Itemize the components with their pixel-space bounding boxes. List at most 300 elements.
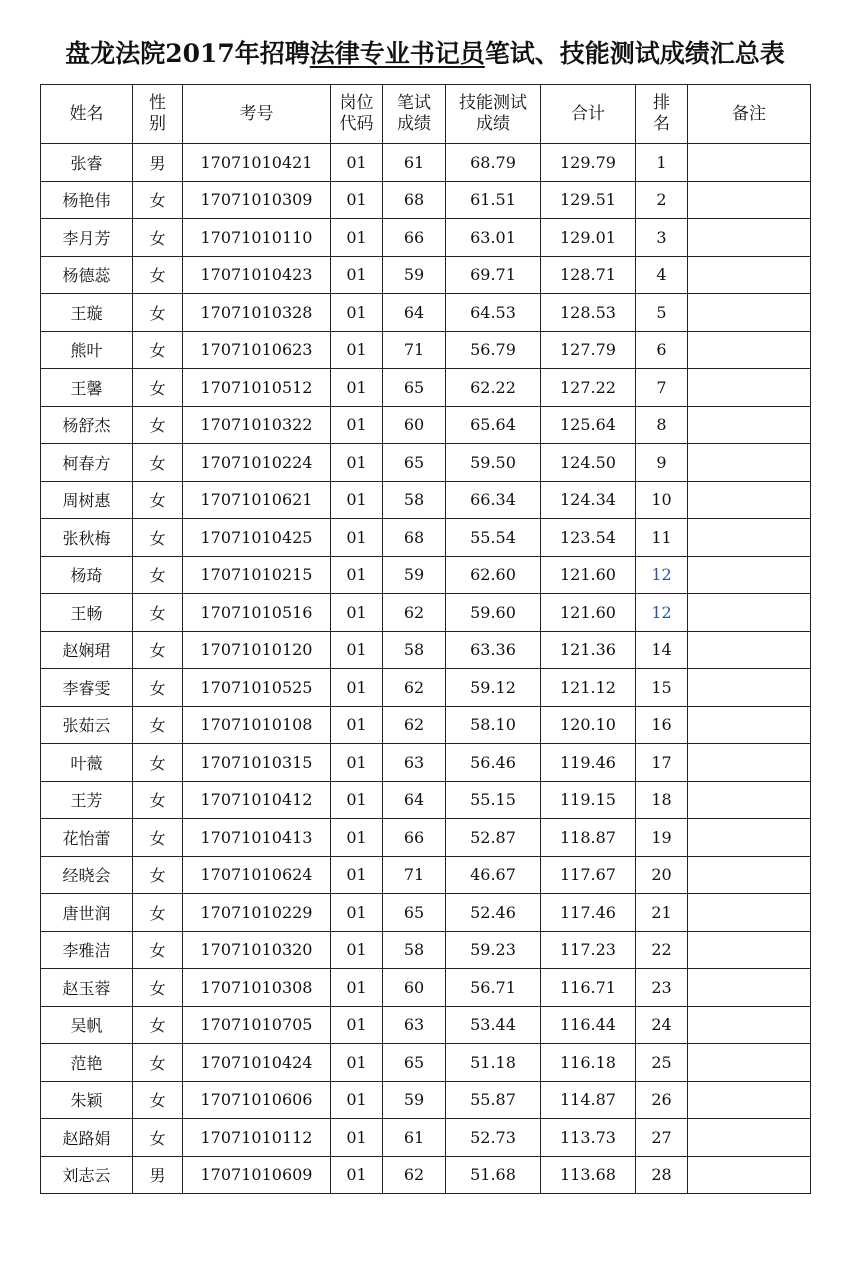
cell-post-code: 01 [331, 1044, 383, 1082]
cell-skill-score: 59.12 [446, 669, 541, 707]
cell-total: 114.87 [541, 1081, 636, 1119]
cell-gender: 女 [133, 1006, 183, 1044]
cell-rank: 27 [636, 1119, 688, 1157]
cell-gender: 女 [133, 744, 183, 782]
header-row [41, 85, 811, 144]
header-skill-line2: 成绩 [476, 114, 510, 134]
cell-remarks [688, 631, 811, 669]
table-row [41, 406, 811, 444]
cell-gender: 女 [133, 556, 183, 594]
table-row [41, 819, 811, 857]
cell-remarks [688, 369, 811, 407]
cell-exam-no: 17071010624 [183, 856, 331, 894]
cell-total: 118.87 [541, 819, 636, 857]
cell-remarks [688, 1006, 811, 1044]
cell-exam-no: 17071010229 [183, 894, 331, 932]
header-post-code-line2: 代码 [339, 114, 374, 134]
cell-written-score: 59 [383, 1081, 446, 1119]
cell-post-code: 01 [331, 144, 383, 182]
header-post-code-line1: 岗位 [339, 93, 374, 113]
header-written-line2: 成绩 [397, 114, 431, 134]
cell-gender: 女 [133, 1081, 183, 1119]
cell-written-score: 61 [383, 1119, 446, 1157]
cell-skill-score: 52.73 [446, 1119, 541, 1157]
cell-skill-score: 51.18 [446, 1044, 541, 1082]
cell-post-code: 01 [331, 519, 383, 557]
cell-remarks [688, 294, 811, 332]
cell-skill-score: 64.53 [446, 294, 541, 332]
cell-rank: 5 [636, 294, 688, 332]
cell-total: 117.46 [541, 894, 636, 932]
cell-total: 125.64 [541, 406, 636, 444]
cell-total: 119.46 [541, 744, 636, 782]
header-written-line1: 笔试 [397, 93, 431, 113]
cell-gender: 女 [133, 781, 183, 819]
cell-exam-no: 17071010112 [183, 1119, 331, 1157]
cell-rank: 6 [636, 331, 688, 369]
table-row [41, 669, 811, 707]
header-remarks [688, 85, 811, 144]
cell-post-code: 01 [331, 1081, 383, 1119]
header-gender-line1: 性 [149, 93, 166, 113]
cell-total: 124.34 [541, 481, 636, 519]
cell-written-score: 62 [383, 594, 446, 632]
cell-skill-score: 63.01 [446, 219, 541, 257]
cell-rank: 19 [636, 819, 688, 857]
cell-name: 杨艳伟 [41, 181, 133, 219]
cell-rank: 3 [636, 219, 688, 257]
title-position: 法律专业书记员 [309, 39, 485, 68]
cell-remarks [688, 856, 811, 894]
cell-skill-score: 55.15 [446, 781, 541, 819]
cell-exam-no: 17071010623 [183, 331, 331, 369]
cell-remarks [688, 1081, 811, 1119]
cell-gender: 女 [133, 406, 183, 444]
cell-exam-no: 17071010224 [183, 444, 331, 482]
cell-rank: 16 [636, 706, 688, 744]
cell-post-code: 01 [331, 556, 383, 594]
cell-exam-no: 17071010606 [183, 1081, 331, 1119]
cell-exam-no: 17071010424 [183, 1044, 331, 1082]
cell-gender: 女 [133, 331, 183, 369]
cell-rank: 2 [636, 181, 688, 219]
cell-total: 129.01 [541, 219, 636, 257]
table-row [41, 969, 811, 1007]
table-row [41, 1044, 811, 1082]
title-suffix: 笔试、技能测试成绩汇总表 [484, 39, 785, 68]
cell-written-score: 71 [383, 331, 446, 369]
cell-total: 123.54 [541, 519, 636, 557]
cell-rank: 12 [636, 556, 688, 594]
table-row [41, 594, 811, 632]
table-row [41, 256, 811, 294]
cell-name: 李雅洁 [41, 931, 133, 969]
cell-name: 王畅 [41, 594, 133, 632]
header-name [41, 85, 133, 144]
page-title [0, 36, 850, 72]
cell-rank: 12 [636, 594, 688, 632]
table-row [41, 144, 811, 182]
table-row [41, 781, 811, 819]
cell-written-score: 66 [383, 219, 446, 257]
table-row [41, 1156, 811, 1194]
cell-gender: 女 [133, 931, 183, 969]
table-row [41, 894, 811, 932]
cell-written-score: 59 [383, 556, 446, 594]
cell-skill-score: 56.46 [446, 744, 541, 782]
cell-total: 127.22 [541, 369, 636, 407]
cell-written-score: 62 [383, 706, 446, 744]
header-gender-line2: 别 [149, 114, 166, 134]
cell-rank: 22 [636, 931, 688, 969]
cell-skill-score: 56.71 [446, 969, 541, 1007]
cell-gender: 男 [133, 144, 183, 182]
cell-skill-score: 59.60 [446, 594, 541, 632]
cell-remarks [688, 144, 811, 182]
cell-remarks [688, 744, 811, 782]
table-row [41, 369, 811, 407]
header-post-code [331, 85, 383, 144]
cell-rank: 26 [636, 1081, 688, 1119]
cell-gender: 女 [133, 894, 183, 932]
table-row [41, 519, 811, 557]
cell-gender: 女 [133, 294, 183, 332]
cell-gender: 女 [133, 219, 183, 257]
cell-name: 花怡蕾 [41, 819, 133, 857]
cell-rank: 20 [636, 856, 688, 894]
cell-skill-score: 46.67 [446, 856, 541, 894]
cell-post-code: 01 [331, 1156, 383, 1194]
cell-gender: 女 [133, 369, 183, 407]
cell-written-score: 59 [383, 256, 446, 294]
cell-written-score: 60 [383, 406, 446, 444]
cell-rank: 14 [636, 631, 688, 669]
cell-exam-no: 17071010512 [183, 369, 331, 407]
cell-name: 唐世润 [41, 894, 133, 932]
cell-name: 王芳 [41, 781, 133, 819]
cell-remarks [688, 781, 811, 819]
cell-exam-no: 17071010215 [183, 556, 331, 594]
header-rank [636, 85, 688, 144]
cell-skill-score: 55.87 [446, 1081, 541, 1119]
cell-rank: 24 [636, 1006, 688, 1044]
cell-post-code: 01 [331, 294, 383, 332]
cell-written-score: 62 [383, 1156, 446, 1194]
cell-name: 王馨 [41, 369, 133, 407]
cell-name: 王璇 [41, 294, 133, 332]
cell-name: 熊叶 [41, 331, 133, 369]
header-rank-line2: 名 [653, 114, 670, 134]
table-row [41, 1119, 811, 1157]
cell-written-score: 60 [383, 969, 446, 1007]
cell-post-code: 01 [331, 1006, 383, 1044]
cell-name: 周树惠 [41, 481, 133, 519]
cell-post-code: 01 [331, 406, 383, 444]
table-header [41, 85, 811, 144]
cell-exam-no: 17071010120 [183, 631, 331, 669]
cell-post-code: 01 [331, 969, 383, 1007]
cell-total: 128.71 [541, 256, 636, 294]
cell-written-score: 61 [383, 144, 446, 182]
cell-exam-no: 17071010110 [183, 219, 331, 257]
cell-rank: 9 [636, 444, 688, 482]
cell-total: 121.60 [541, 594, 636, 632]
cell-gender: 女 [133, 181, 183, 219]
cell-rank: 4 [636, 256, 688, 294]
cell-total: 121.12 [541, 669, 636, 707]
cell-gender: 女 [133, 256, 183, 294]
cell-name: 杨德蕊 [41, 256, 133, 294]
cell-skill-score: 66.34 [446, 481, 541, 519]
table-row [41, 1081, 811, 1119]
cell-name: 范艳 [41, 1044, 133, 1082]
cell-post-code: 01 [331, 219, 383, 257]
cell-name: 杨琦 [41, 556, 133, 594]
cell-exam-no: 17071010413 [183, 819, 331, 857]
cell-exam-no: 17071010412 [183, 781, 331, 819]
cell-remarks [688, 219, 811, 257]
title-prefix: 盘龙法院2017年招聘 [65, 39, 310, 68]
table-row [41, 444, 811, 482]
header-total-label: 合计 [571, 103, 605, 124]
cell-post-code: 01 [331, 856, 383, 894]
cell-gender: 女 [133, 519, 183, 557]
cell-written-score: 71 [383, 856, 446, 894]
cell-post-code: 01 [331, 256, 383, 294]
cell-remarks [688, 594, 811, 632]
cell-exam-no: 17071010705 [183, 1006, 331, 1044]
cell-total: 119.15 [541, 781, 636, 819]
cell-exam-no: 17071010308 [183, 969, 331, 1007]
cell-remarks [688, 556, 811, 594]
cell-remarks [688, 481, 811, 519]
cell-written-score: 63 [383, 744, 446, 782]
cell-skill-score: 59.50 [446, 444, 541, 482]
cell-name: 刘志云 [41, 1156, 133, 1194]
cell-skill-score: 61.51 [446, 181, 541, 219]
cell-total: 116.18 [541, 1044, 636, 1082]
table-row [41, 706, 811, 744]
cell-exam-no: 17071010621 [183, 481, 331, 519]
cell-post-code: 01 [331, 781, 383, 819]
cell-name: 张睿 [41, 144, 133, 182]
header-exam-no-label: 考号 [239, 103, 274, 124]
cell-remarks [688, 1044, 811, 1082]
cell-total: 129.51 [541, 181, 636, 219]
cell-total: 129.79 [541, 144, 636, 182]
cell-exam-no: 17071010421 [183, 144, 331, 182]
cell-rank: 21 [636, 894, 688, 932]
cell-exam-no: 17071010609 [183, 1156, 331, 1194]
table-row [41, 294, 811, 332]
cell-total: 120.10 [541, 706, 636, 744]
cell-rank: 18 [636, 781, 688, 819]
cell-remarks [688, 444, 811, 482]
cell-exam-no: 17071010516 [183, 594, 331, 632]
cell-post-code: 01 [331, 931, 383, 969]
cell-post-code: 01 [331, 706, 383, 744]
cell-total: 127.79 [541, 331, 636, 369]
cell-post-code: 01 [331, 1119, 383, 1157]
cell-exam-no: 17071010309 [183, 181, 331, 219]
cell-rank: 28 [636, 1156, 688, 1194]
cell-total: 116.44 [541, 1006, 636, 1044]
cell-exam-no: 17071010108 [183, 706, 331, 744]
cell-exam-no: 17071010423 [183, 256, 331, 294]
cell-written-score: 58 [383, 931, 446, 969]
cell-skill-score: 63.36 [446, 631, 541, 669]
cell-total: 116.71 [541, 969, 636, 1007]
table-row [41, 856, 811, 894]
cell-gender: 女 [133, 706, 183, 744]
cell-post-code: 01 [331, 894, 383, 932]
cell-exam-no: 17071010328 [183, 294, 331, 332]
cell-written-score: 64 [383, 294, 446, 332]
cell-name: 杨舒杰 [41, 406, 133, 444]
cell-skill-score: 62.60 [446, 556, 541, 594]
cell-name: 吴帆 [41, 1006, 133, 1044]
cell-gender: 女 [133, 669, 183, 707]
cell-post-code: 01 [331, 369, 383, 407]
cell-rank: 1 [636, 144, 688, 182]
cell-rank: 10 [636, 481, 688, 519]
cell-written-score: 63 [383, 1006, 446, 1044]
score-table [40, 84, 811, 1194]
cell-name: 赵娴珺 [41, 631, 133, 669]
cell-skill-score: 65.64 [446, 406, 541, 444]
header-written [383, 85, 446, 144]
cell-remarks [688, 969, 811, 1007]
table-row [41, 631, 811, 669]
cell-skill-score: 52.87 [446, 819, 541, 857]
cell-written-score: 65 [383, 444, 446, 482]
cell-written-score: 58 [383, 481, 446, 519]
header-rank-line1: 排 [653, 93, 670, 113]
cell-total: 121.36 [541, 631, 636, 669]
cell-exam-no: 17071010320 [183, 931, 331, 969]
cell-written-score: 64 [383, 781, 446, 819]
cell-written-score: 65 [383, 894, 446, 932]
table-row [41, 556, 811, 594]
cell-exam-no: 17071010322 [183, 406, 331, 444]
cell-post-code: 01 [331, 631, 383, 669]
table-row [41, 181, 811, 219]
cell-name: 柯春方 [41, 444, 133, 482]
cell-skill-score: 52.46 [446, 894, 541, 932]
cell-name: 朱颖 [41, 1081, 133, 1119]
cell-post-code: 01 [331, 181, 383, 219]
cell-written-score: 65 [383, 1044, 446, 1082]
table-row [41, 931, 811, 969]
cell-gender: 男 [133, 1156, 183, 1194]
cell-post-code: 01 [331, 481, 383, 519]
cell-gender: 女 [133, 1119, 183, 1157]
cell-exam-no: 17071010425 [183, 519, 331, 557]
cell-post-code: 01 [331, 594, 383, 632]
cell-total: 121.60 [541, 556, 636, 594]
cell-remarks [688, 406, 811, 444]
cell-remarks [688, 1156, 811, 1194]
cell-remarks [688, 256, 811, 294]
cell-post-code: 01 [331, 744, 383, 782]
cell-gender: 女 [133, 819, 183, 857]
cell-skill-score: 55.54 [446, 519, 541, 557]
cell-rank: 8 [636, 406, 688, 444]
cell-remarks [688, 706, 811, 744]
cell-rank: 25 [636, 1044, 688, 1082]
cell-remarks [688, 331, 811, 369]
cell-skill-score: 58.10 [446, 706, 541, 744]
cell-rank: 23 [636, 969, 688, 1007]
cell-name: 经晓会 [41, 856, 133, 894]
header-gender [133, 85, 183, 144]
cell-remarks [688, 519, 811, 557]
cell-gender: 女 [133, 594, 183, 632]
cell-post-code: 01 [331, 669, 383, 707]
header-total [541, 85, 636, 144]
cell-rank: 7 [636, 369, 688, 407]
cell-remarks [688, 1119, 811, 1157]
cell-total: 124.50 [541, 444, 636, 482]
cell-gender: 女 [133, 481, 183, 519]
cell-name: 李睿雯 [41, 669, 133, 707]
cell-name: 叶薇 [41, 744, 133, 782]
header-exam-no [183, 85, 331, 144]
cell-remarks [688, 894, 811, 932]
cell-rank: 11 [636, 519, 688, 557]
cell-written-score: 66 [383, 819, 446, 857]
cell-name: 赵路娟 [41, 1119, 133, 1157]
cell-skill-score: 51.68 [446, 1156, 541, 1194]
header-skill [446, 85, 541, 144]
cell-total: 128.53 [541, 294, 636, 332]
cell-name: 赵玉蓉 [41, 969, 133, 1007]
cell-remarks [688, 819, 811, 857]
cell-total: 113.73 [541, 1119, 636, 1157]
header-remarks-label: 备注 [732, 103, 766, 124]
cell-skill-score: 62.22 [446, 369, 541, 407]
cell-exam-no: 17071010525 [183, 669, 331, 707]
cell-skill-score: 53.44 [446, 1006, 541, 1044]
cell-written-score: 62 [383, 669, 446, 707]
cell-name: 张茹云 [41, 706, 133, 744]
table-row [41, 331, 811, 369]
cell-rank: 15 [636, 669, 688, 707]
header-skill-line1: 技能测试 [459, 93, 527, 113]
cell-rank: 17 [636, 744, 688, 782]
cell-skill-score: 69.71 [446, 256, 541, 294]
cell-gender: 女 [133, 856, 183, 894]
cell-written-score: 68 [383, 181, 446, 219]
cell-post-code: 01 [331, 331, 383, 369]
cell-written-score: 58 [383, 631, 446, 669]
cell-remarks [688, 181, 811, 219]
cell-post-code: 01 [331, 819, 383, 857]
cell-skill-score: 68.79 [446, 144, 541, 182]
cell-post-code: 01 [331, 444, 383, 482]
table-row [41, 481, 811, 519]
cell-exam-no: 17071010315 [183, 744, 331, 782]
table-row [41, 219, 811, 257]
cell-gender: 女 [133, 1044, 183, 1082]
cell-total: 113.68 [541, 1156, 636, 1194]
cell-gender: 女 [133, 969, 183, 1007]
table-row [41, 744, 811, 782]
header-name-label: 姓名 [69, 103, 104, 124]
cell-remarks [688, 669, 811, 707]
cell-skill-score: 59.23 [446, 931, 541, 969]
cell-total: 117.67 [541, 856, 636, 894]
